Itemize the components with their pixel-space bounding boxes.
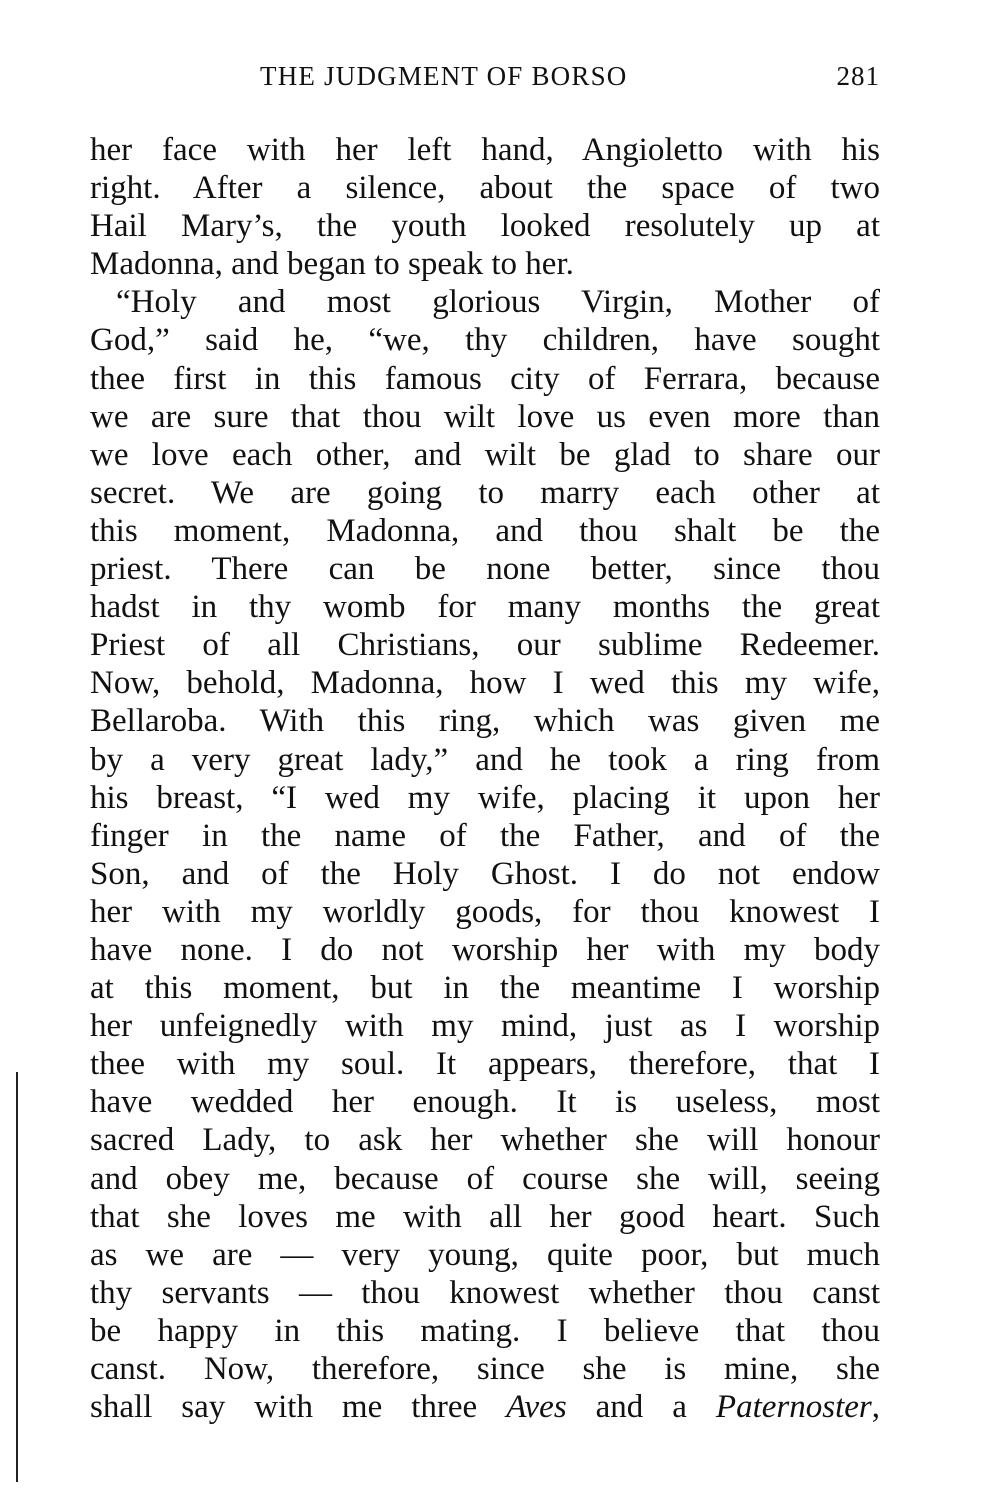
text-line: this moment, Madonna, and thou shalt be the [90, 512, 880, 549]
paragraph-end-line: Madonna, and began to speak to her. [90, 246, 574, 283]
text-segment: , [871, 1389, 880, 1426]
text-line: be happy in this mating. I believe that thou [90, 1312, 880, 1349]
text-line: hadst in thy womb for many months the great [90, 589, 880, 626]
text-line: that she loves me with all her good heart. Such [90, 1198, 880, 1235]
text-line: and obey me, because of course she will, seeing [90, 1160, 880, 1197]
scan-margin-line [16, 1072, 18, 1482]
text-line: her face with her left hand, Angioletto with his [90, 132, 880, 168]
text-line: thy servants — thou knowest whether thou canst [90, 1274, 880, 1311]
text-line: canst. Now, therefore, since she is mine, she [90, 1351, 880, 1387]
text-segment: and a [566, 1389, 716, 1426]
body-text [90, 131, 880, 1426]
text-line: sacred Lady, to ask her whether she will honour [90, 1122, 880, 1159]
text-line: her unfeignedly with my mind, just as I worship [90, 1008, 880, 1045]
italic-word-paternoster: Paternoster [715, 1389, 872, 1426]
text-line: at this moment, but in the meantime I worship [90, 970, 880, 1007]
text-line: finger in the name of the Father, and of the [90, 817, 880, 854]
text-segment: shall say with me three [90, 1389, 507, 1426]
italic-word-aves: Aves [506, 1389, 567, 1426]
text-line: Bellaroba. With this ring, which was given me [90, 703, 880, 740]
text-line: Priest of all Christians, our sublime Redeemer. [90, 627, 880, 664]
text-line: have none. I do not worship her with my body [90, 931, 880, 968]
text-line: Hail Mary’s, the youth looked resolutely up at [90, 208, 880, 245]
text-line-with-italics [90, 1388, 880, 1426]
page-number: 281 [836, 61, 880, 91]
paragraph-start-line: “Holy and most glorious Virgin, Mother of [116, 284, 880, 321]
text-line: thee first in this famous city of Ferrara, because [90, 360, 880, 397]
text-line: have wedded her enough. It is useless, most [90, 1084, 880, 1121]
text-line: Now, behold, Madonna, how I wed this my wife, [90, 665, 880, 702]
text-line: Son, and of the Holy Ghost. I do not endow [90, 855, 880, 892]
text-line: by a very great lady,” and he took a ring from [90, 741, 880, 778]
text-line: her with my worldly goods, for thou knowest I [90, 893, 880, 930]
text-line: secret. We are going to marry each other at [90, 474, 880, 511]
text-line: thee with my soul. It appears, therefore, that I [90, 1046, 880, 1083]
text-line: his breast, “I wed my wife, placing it upon her [90, 779, 880, 816]
text-line: we love each other, and wilt be glad to share our [90, 436, 880, 473]
text-line: as we are — very young, quite poor, but much [90, 1236, 880, 1273]
text-line: we are sure that thou wilt love us even more than [90, 398, 880, 435]
text-line: right. After a silence, about the space of two [90, 170, 880, 207]
text-line: God,” said he, “we, thy children, have sought [90, 322, 880, 359]
text-line: priest. There can be none better, since thou [90, 551, 880, 588]
running-title: THE JUDGMENT OF BORSO [260, 61, 628, 91]
running-head [90, 56, 880, 96]
